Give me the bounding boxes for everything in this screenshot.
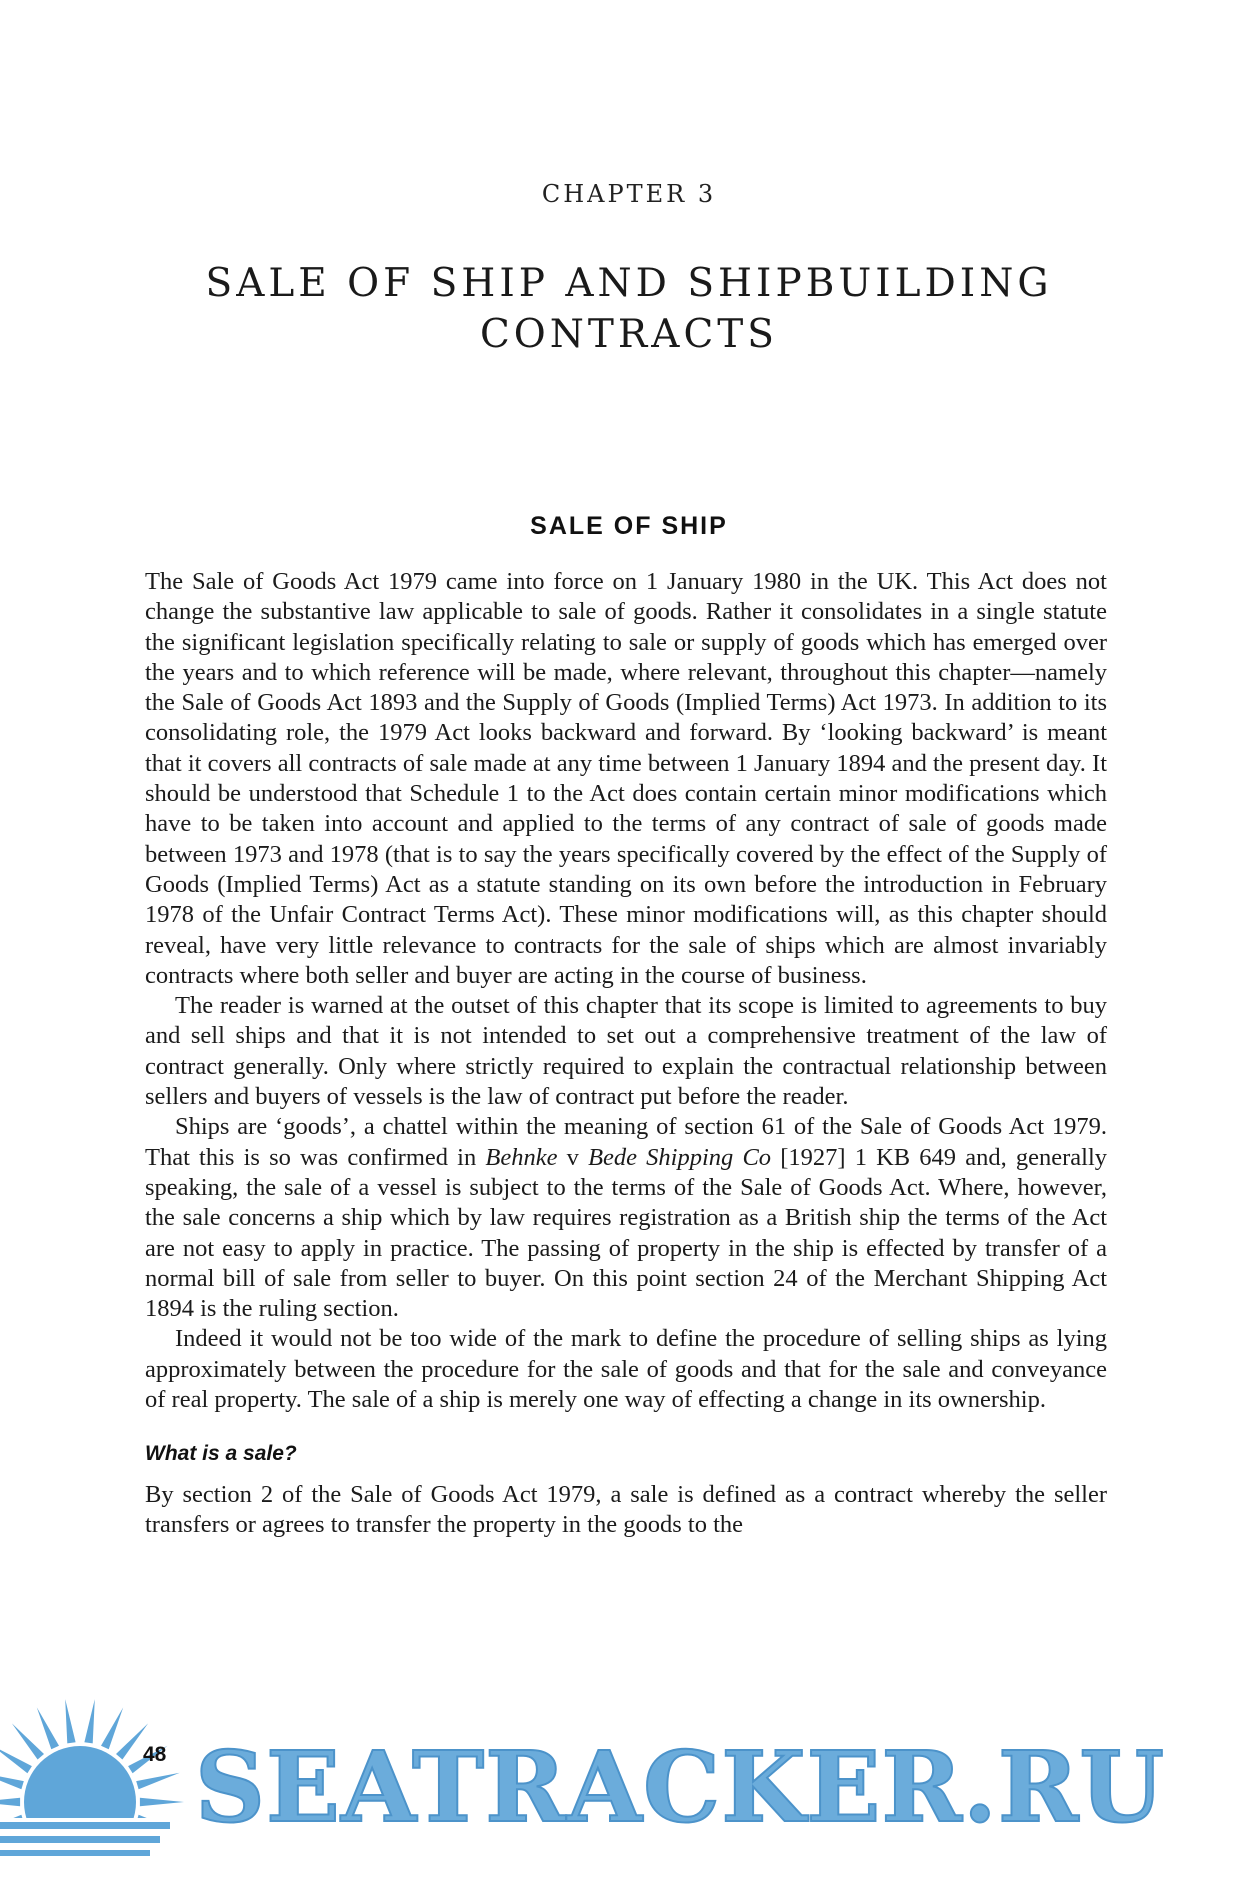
paragraph-3-text-a: Ships are ‘goods’, a chattel within the meaning of section 61 of the Sale of Goods Act 1979. That this is so was confirmed in — [145, 1113, 1107, 1171]
subheading-what-is-a-sale: What is a sale? — [145, 1442, 297, 1466]
sun-ray — [12, 1723, 44, 1759]
paragraph-3-text-b: [1927] 1 KB 649 and, generally speaking, the sale of a vessel is subject to the terms of the Sale of Goods Act. Where, however, the sale concerns a ship which by law requires registration as a British ship the terms of the Act are not easy to apply in practice. The passing of property in the ship is effected by transfer of a normal bill of sale from seller to buyer. On this point section 24 of the Merchant Shipping Act 1894 is the ruling section. — [145, 1143, 1108, 1323]
sun-ray — [84, 1699, 94, 1743]
paragraph-3 — [145, 1112, 1107, 1324]
sun-logo-icon — [0, 1690, 220, 1891]
sun-ray — [101, 1707, 123, 1749]
paragraph-4: Indeed it would not be too wide of the mark to define the procedure of selling ships as lying approximately between the procedure for the sale of goods and that for the sale and conveyance of real property. The sale of a ship is merely one way of effecting a change in its ownership. — [145, 1325, 1107, 1414]
paragraph-5: By section 2 of the Sale of Goods Act 1979, a sale is defined as a contract whereby the seller transfers or agrees to transfer the property in the goods to the — [145, 1480, 1107, 1538]
paragraph-1: The Sale of Goods Act 1979 came into force on 1 January 1980 in the UK. This Act does not change the substantive law applicable to sale of goods. Rather it consolidates in a single statute the significant legislation specifically relating to sale or supply of goods which has emerged over the years and to which reference will be made, where relevant, throughout this chapter—namely the Sale of Goods Act 1893 and the Supply of Goods (Implied Terms) Act 1973. In addition to its consolidating role, the 1979 Act looks backward and forward. By ‘looking backward’ is meant that it covers all contracts of sale made at any time between 1 January 1894 and the present day. It should be understood that Schedule 1 to the Act does contain certain minor modifications which have to be taken into account and applied to the terms of any contract of sale of goods made between 1973 and 1978 (that is to say the years specifically covered by the effect of the Supply of Goods (Implied Terms) Act as a statute standing on its own before the introduction in February 1978 of the Unfair Contract Terms Act). These minor modifications will, as this chapter should reveal, have very little relevance to contracts for the sale of ships which are almost invariably contracts where both seller and buyer are acting in the course of business. — [145, 568, 1107, 989]
sun-ray — [136, 1773, 180, 1790]
sun-ray — [0, 1746, 32, 1773]
chapter-title-line-2: CONTRACTS — [479, 312, 779, 357]
sun-ray — [140, 1798, 184, 1806]
sun-ray — [0, 1773, 24, 1790]
body-text — [145, 567, 1107, 1540]
chapter-title — [0, 258, 1258, 360]
section-heading: SALE OF SHIP — [530, 512, 728, 540]
sun-ray — [0, 1798, 20, 1806]
case-name-behnke: Behnke — [485, 1143, 558, 1171]
chapter-label: CHAPTER 3 — [541, 180, 717, 208]
page-number: 48 — [143, 1743, 167, 1766]
watermark-text: SEATRACKER.RU — [195, 1730, 1166, 1844]
paragraph-2: The reader is warned at the outset of this chapter that its scope is limited to agreements to buy and sell ships and that it is not intended to set out a comprehensive treatment of the law of contract generally. Only where strictly required to explain the contractual relationship between sellers and buyers of vessels is the law of contract put before the reader. — [145, 992, 1107, 1111]
sun-ray — [37, 1707, 59, 1749]
sun-ray — [65, 1699, 75, 1743]
case-name-bede-shipping: Bede Shipping Co — [588, 1143, 772, 1171]
chapter-title-line-1: SALE OF SHIP AND SHIPBUILDING — [205, 261, 1053, 306]
case-versus: v — [557, 1143, 589, 1171]
